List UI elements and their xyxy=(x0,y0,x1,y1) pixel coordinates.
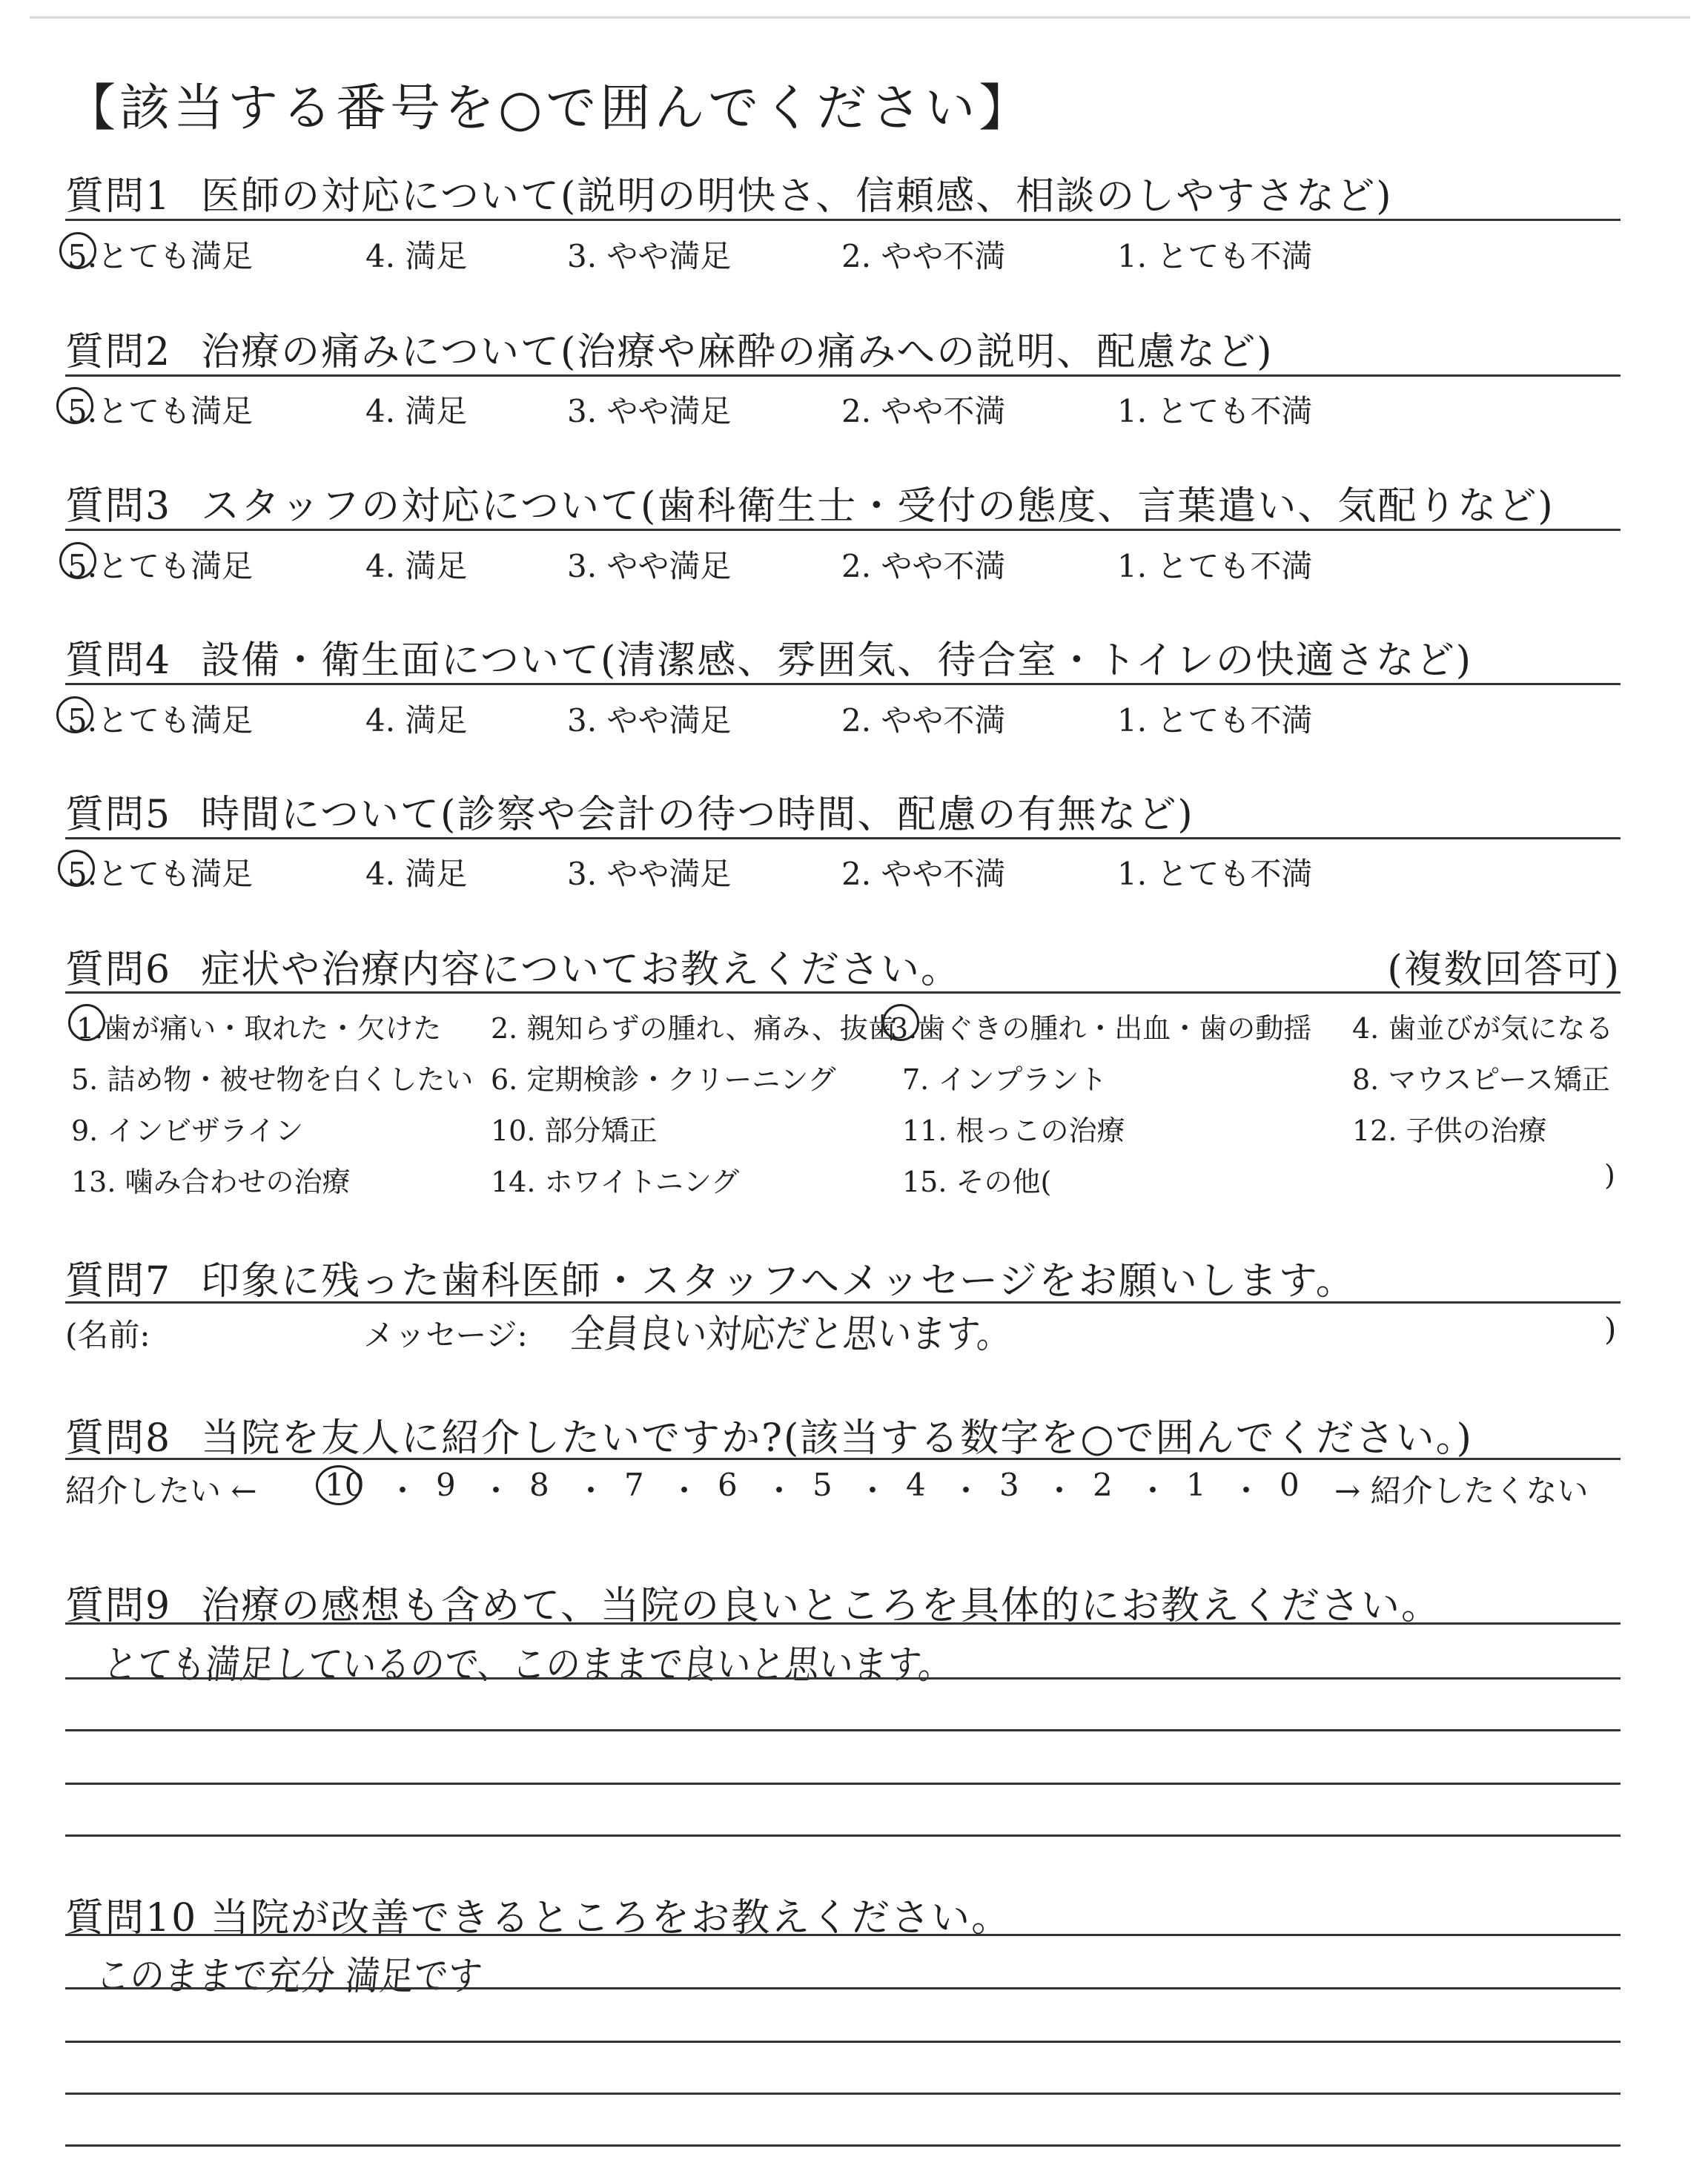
scale-10[interactable]: 10 xyxy=(325,1467,365,1503)
q6-option-6[interactable]: 6. 定期検診・クリーニング xyxy=(491,1063,836,1096)
question-5-rule xyxy=(65,837,1621,839)
q6-option-4[interactable]: 4. 歯並びが気になる xyxy=(1352,1012,1614,1045)
q6-option-11[interactable]: 11. 根っこの治療 xyxy=(902,1114,1125,1147)
scale-8[interactable]: 8 xyxy=(529,1467,549,1503)
q5-option-5[interactable]: 5.とても満足 xyxy=(67,856,254,892)
scale-9[interactable]: 9 xyxy=(436,1467,456,1503)
message-label: メッセージ: xyxy=(363,1317,528,1353)
answer-line xyxy=(65,1729,1621,1731)
question-number: 質問10 xyxy=(65,1896,198,1941)
q5-option-1[interactable]: 1. とても不満 xyxy=(1117,856,1313,892)
q6-option-15[interactable]: 15. その他( xyxy=(902,1166,1052,1198)
scale-left-label: 紹介したい ← xyxy=(65,1473,257,1509)
q6-option-14[interactable]: 14. ホワイトニング xyxy=(491,1166,740,1198)
scale-separator: ・ xyxy=(480,1473,512,1509)
name-label: (名前: xyxy=(65,1317,150,1353)
question-number: 質問4 xyxy=(65,638,172,683)
q4-option-2[interactable]: 2. やや不満 xyxy=(841,702,1006,739)
question-4-rule xyxy=(65,683,1621,685)
q3-option-5[interactable]: 5.とても満足 xyxy=(67,548,254,584)
q4-option-3[interactable]: 3. やや満足 xyxy=(567,702,732,739)
scale-separator: ・ xyxy=(1137,1473,1169,1509)
q5-option-4[interactable]: 4. 満足 xyxy=(365,856,468,892)
question-text: 当院を友人に紹介したいですか?(該当する数字を○で囲んでください。) xyxy=(201,1416,1473,1461)
scale-right-label: → 紹介したくない xyxy=(1334,1473,1589,1509)
answer-line xyxy=(65,2041,1621,2043)
q6-option-13[interactable]: 13. 噛み合わせの治療 xyxy=(71,1166,351,1198)
scale-separator: ・ xyxy=(950,1473,982,1509)
q3-option-2[interactable]: 2. やや不満 xyxy=(841,548,1006,584)
answer-line xyxy=(65,2093,1621,2095)
answer-line xyxy=(65,1987,1621,1989)
question-6-rule xyxy=(65,991,1621,994)
q6-option-9[interactable]: 9. インビザライン xyxy=(71,1114,304,1147)
q5-option-2[interactable]: 2. やや不満 xyxy=(841,856,1006,892)
question-text: 症状や治療内容についてお教えください。 xyxy=(201,948,961,992)
question-8-title xyxy=(65,1407,1473,1462)
answer-line xyxy=(65,1677,1621,1680)
q1-option-3[interactable]: 3. やや満足 xyxy=(567,238,732,274)
q2-option-4[interactable]: 4. 満足 xyxy=(365,393,468,429)
question-number: 質問8 xyxy=(65,1416,172,1461)
q3-option-3[interactable]: 3. やや満足 xyxy=(567,548,732,584)
scale-separator: ・ xyxy=(669,1473,701,1509)
question-text: 時間について(診察や会計の待つ時間、配慮の有無など) xyxy=(201,793,1194,837)
scale-2[interactable]: 2 xyxy=(1093,1467,1113,1503)
question-1-title xyxy=(65,165,1393,220)
scale-4[interactable]: 4 xyxy=(906,1467,926,1503)
answer-line xyxy=(65,1622,1621,1625)
question-2-rule xyxy=(65,374,1621,377)
multiple-answer-note: (複数回答可) xyxy=(1387,948,1621,992)
question-number: 質問7 xyxy=(65,1259,172,1304)
q10-handwritten-answer: このままで充分 満足です xyxy=(93,1952,485,1999)
question-text: スタッフの対応について(歯科衛生士・受付の態度、言葉遣い、気配りなど) xyxy=(201,484,1555,529)
q9-handwritten-answer: とても満足しているので、このままで良いと思います。 xyxy=(101,1641,955,1688)
q2-option-1[interactable]: 1. とても不満 xyxy=(1117,393,1313,429)
answer-line xyxy=(65,2144,1621,2147)
question-number: 質問1 xyxy=(65,174,172,219)
top-border xyxy=(30,16,1690,19)
scale-separator: ・ xyxy=(857,1473,889,1509)
q6-option-10[interactable]: 10. 部分矯正 xyxy=(491,1114,658,1147)
question-text: 印象に残った歯科医師・スタッフへメッセージをお願いします。 xyxy=(201,1259,1356,1304)
q6-other-close: ) xyxy=(1604,1159,1615,1192)
q6-option-1[interactable]: 1.歯が痛い・取れた・欠けた xyxy=(76,1012,442,1045)
question-number: 質問9 xyxy=(65,1584,172,1628)
q4-option-1[interactable]: 1. とても不満 xyxy=(1117,702,1313,739)
question-text: 治療の感想も含めて、当院の良いところを具体的にお教えください。 xyxy=(201,1584,1442,1628)
q6-option-7[interactable]: 7. インプラント xyxy=(902,1063,1108,1096)
q4-option-5[interactable]: 5.とても満足 xyxy=(67,702,254,739)
scale-3[interactable]: 3 xyxy=(999,1467,1019,1503)
q1-option-1[interactable]: 1. とても不満 xyxy=(1117,238,1313,274)
message-handwritten: 全員良い対応だと思います。 xyxy=(568,1310,1013,1357)
q2-option-5[interactable]: 5.とても満足 xyxy=(67,393,254,429)
question-9-title xyxy=(65,1574,1441,1630)
scale-1[interactable]: 1 xyxy=(1186,1467,1206,1503)
q6-option-2[interactable]: 2. 親知らずの腫れ、痛み、抜歯 xyxy=(491,1012,896,1045)
q1-option-4[interactable]: 4. 満足 xyxy=(365,238,468,274)
q2-option-3[interactable]: 3. やや満足 xyxy=(567,393,732,429)
question-number: 質問2 xyxy=(65,330,172,374)
scale-7[interactable]: 7 xyxy=(624,1467,644,1503)
question-4-title xyxy=(65,629,1472,684)
scale-6[interactable]: 6 xyxy=(718,1467,738,1503)
answer-line xyxy=(65,1783,1621,1785)
page-title: 【該当する番号を○で囲んでください】 xyxy=(65,79,1033,138)
scale-separator: ・ xyxy=(1044,1473,1076,1509)
scale-separator: ・ xyxy=(387,1473,419,1509)
question-7-title xyxy=(65,1249,1356,1305)
q1-option-5[interactable]: 5.とても満足 xyxy=(67,238,254,274)
question-number: 質問3 xyxy=(65,484,172,529)
question-text: 医師の対応について(説明の明快さ、信頼感、相談のしやすさなど) xyxy=(201,174,1393,219)
question-number: 質問5 xyxy=(65,793,172,837)
q5-option-3[interactable]: 3. やや満足 xyxy=(567,856,732,892)
question-number: 質問6 xyxy=(65,948,172,992)
answer-line xyxy=(65,1834,1621,1837)
q4-option-4[interactable]: 4. 満足 xyxy=(365,702,468,739)
question-8-rule xyxy=(65,1458,1621,1460)
q6-option-3[interactable]: 3.歯ぐきの腫れ・出血・歯の動揺 xyxy=(890,1012,1312,1045)
answer-line xyxy=(65,1934,1621,1936)
q3-option-4[interactable]: 4. 満足 xyxy=(365,548,468,584)
question-text: 治療の痛みについて(治療や麻酔の痛みへの説明、配慮など) xyxy=(201,330,1274,374)
question-2-title xyxy=(65,320,1274,376)
q1-option-2[interactable]: 2. やや不満 xyxy=(841,238,1006,274)
q6-option-12[interactable]: 12. 子供の治療 xyxy=(1352,1114,1547,1147)
question-text: 設備・衛生面について(清潔感、雰囲気、待合室・トイレの快適さなど) xyxy=(201,638,1473,683)
scale-separator: ・ xyxy=(1231,1473,1262,1509)
scale-5[interactable]: 5 xyxy=(812,1467,833,1503)
q6-option-8[interactable]: 8. マウスピース矯正 xyxy=(1352,1063,1610,1096)
message-close: ) xyxy=(1604,1311,1617,1347)
q3-option-1[interactable]: 1. とても不満 xyxy=(1117,548,1313,584)
question-3-rule xyxy=(65,529,1621,531)
question-5-title xyxy=(65,783,1194,839)
question-text: 当院が改善できるところをお教えください。 xyxy=(211,1896,1012,1941)
question-1-rule xyxy=(65,219,1621,221)
q6-option-5[interactable]: 5. 詰め物・被せ物を白くしたい xyxy=(71,1063,474,1096)
scale-separator: ・ xyxy=(575,1473,607,1509)
question-6-title xyxy=(65,938,961,994)
scale-0[interactable]: 0 xyxy=(1280,1467,1300,1503)
question-3-title xyxy=(65,475,1555,530)
q2-option-2[interactable]: 2. やや不満 xyxy=(841,393,1006,429)
scale-separator: ・ xyxy=(764,1473,795,1509)
